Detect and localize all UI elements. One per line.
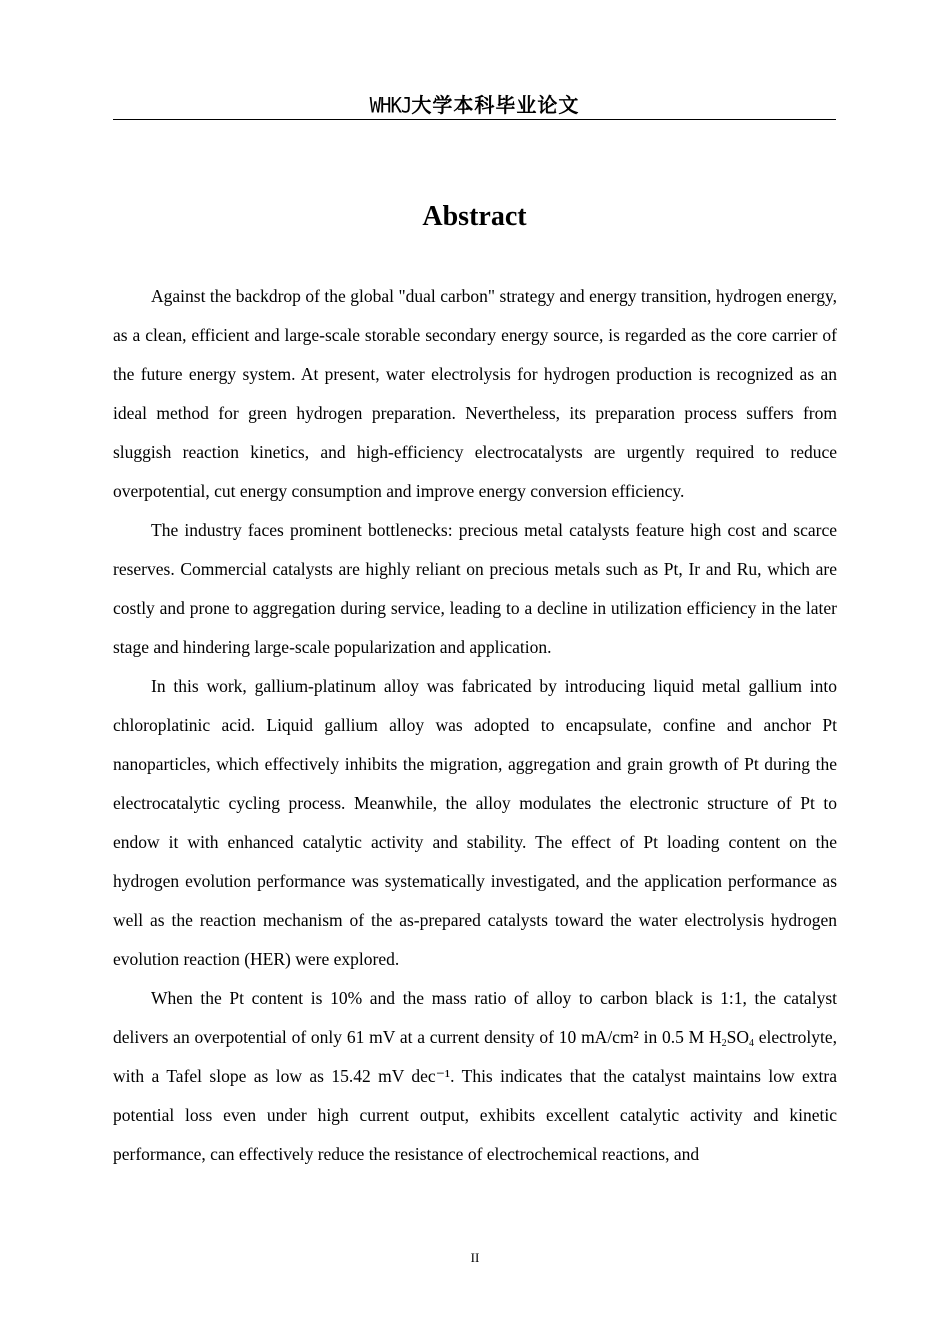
abstract-title: Abstract: [422, 201, 527, 232]
page-number: II: [470, 1250, 480, 1265]
abstract-paragraph-4: [113, 979, 837, 1174]
header-thesis-label: 大学本科毕业论文: [411, 93, 580, 117]
abstract-paragraph-3: In this work, gallium-platinum alloy was fabricated by introducing liquid metal gallium into chloroplatinic acid. Liquid gallium alloy was adopted to encapsulate, confine and anchor Pt nanoparticles, which effectively inhibits the migration, aggregation and grain growth of Pt during the electrocatalytic cycling process. Meanwhile, the alloy modulates the electronic structure of Pt to endow it with enhanced catalytic activity and stability. The effect of Pt loading content on the hydrogen evolution performance was systematically investigated, and the application performance as well as the reaction mechanism of the as-prepared catalysts toward the water electrolysis hydrogen evolution reaction (HER) were explored.: [113, 676, 837, 969]
abstract-paragraph-2: The industry faces prominent bottlenecks: precious metal catalysts feature high cost and scarce reserves. Commercial catalysts are highly reliant on precious metals such as Pt, Ir and Ru, which are costly and prone to aggregation during service, leading to a decline in utilization efficiency in the later stage and hindering large-scale popularization and application.: [113, 520, 837, 657]
paragraph-4-text-part2: SO: [726, 1027, 749, 1047]
abstract-body: [113, 277, 837, 1174]
paragraph-4-text-part3: electrolyte, with a Tafel slope as low as 15.42 mV dec⁻¹. This indicates that the catalyst maintains low extra potential loss even under high current output, exhibits excellent catalytic activity and kinetic performance, can effectively reduce the resistance of electrochemical reactions, and: [113, 1027, 837, 1164]
abstract-paragraph-1: Against the backdrop of the global "dual carbon" strategy and energy transition, hydrogen energy, as a clean, efficient and large-scale storable secondary energy source, is regarded as the core carrier of the future energy system. At present, water electrolysis for hydrogen production is recognized as an ideal method for green hydrogen preparation. Nevertheless, its preparation process suffers from sluggish reaction kinetics, and high-efficiency electrocatalysts are urgently required to reduce overpotential, cut energy consumption and improve energy conversion efficiency.: [113, 286, 837, 501]
page-header: [113, 92, 836, 120]
subscript-4: 4: [748, 1038, 754, 1049]
header-title: [370, 92, 580, 120]
paragraph-4-text-part1: When the Pt content is 10% and the mass ratio of alloy to carbon black is 1:1, the catalyst delivers an overpotential of only 61 mV at a current density of 10 mA/cm² in 0.5 M H: [113, 988, 837, 1047]
header-institution-code: WHKJ: [369, 93, 412, 119]
subscript-2: 2: [721, 1038, 727, 1049]
